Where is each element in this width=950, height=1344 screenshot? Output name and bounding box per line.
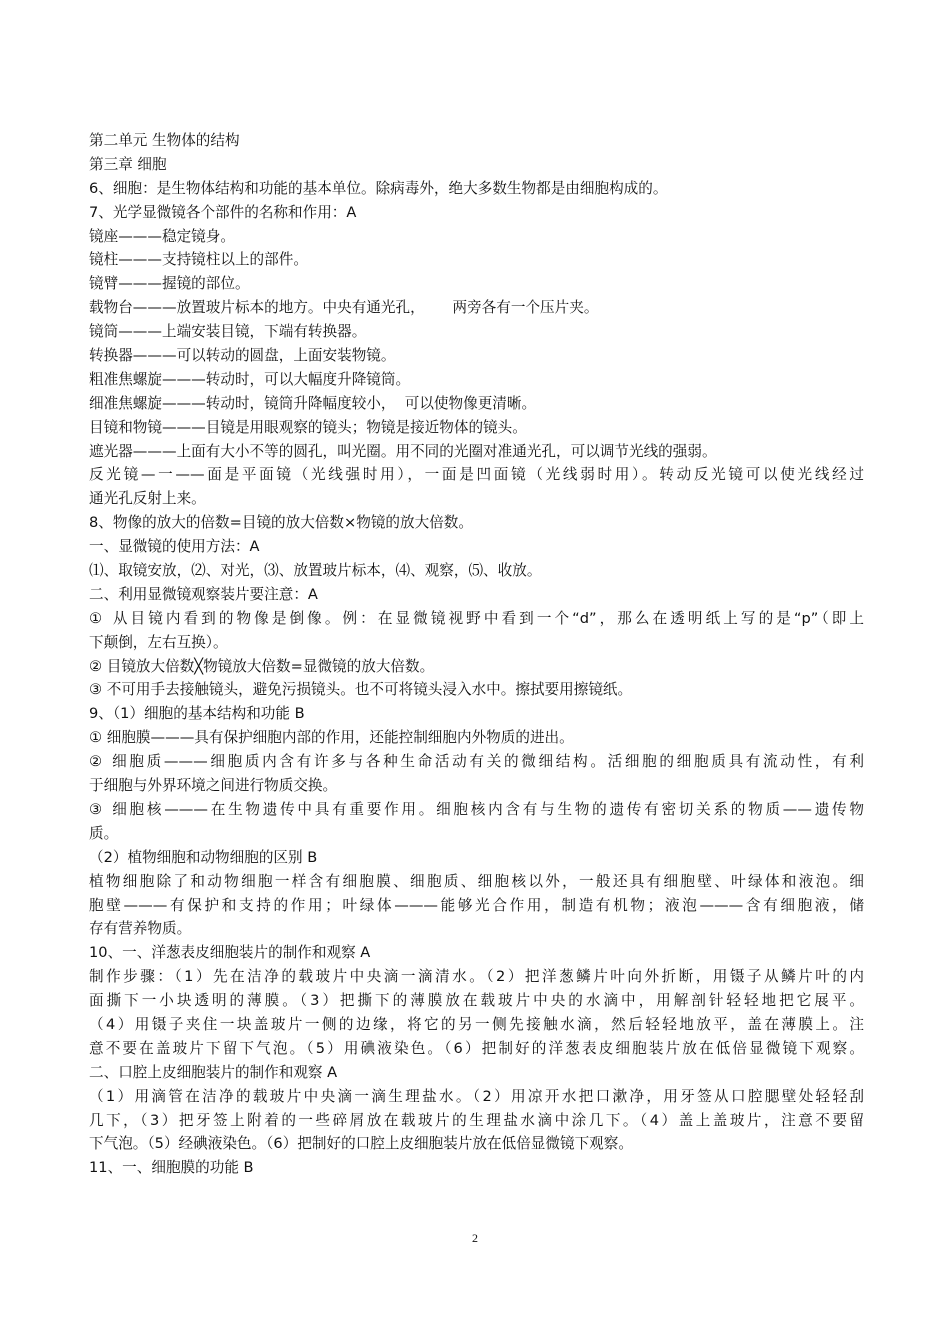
text-line: 下颠倒，左右互换）。 (89, 633, 228, 651)
text-line: 制作步骤：（1）先在洁净的载玻片中央滴一滴清水。（2）把洋葱鳞片叶向外折断，用镊子从鳞片叶的内 (89, 968, 864, 986)
chapter-heading: 第三章 细胞 (89, 155, 167, 173)
text-line: ③ 细胞核———在生物遗传中具有重要作用。细胞核内含有与生物的遗传有密切关系的物质——遗传物 (89, 800, 864, 818)
section-heading: 11、一、细胞膜的功能 B (89, 1159, 254, 1177)
text-line: 6、细胞：是生物体结构和功能的基本单位。除病毒外，绝大多数生物都是由细胞构成的。 (89, 179, 668, 197)
text-line: ② 细胞质———细胞质内含有许多与各种生命活动有关的微细结构。活细胞的细胞质具有流动性，有利 (89, 753, 864, 771)
text-line: 遮光器———上面有大小不等的圆孔，叫光圈。用不同的光圈对准通光孔，可以调节光线的强弱。 (89, 442, 717, 460)
text-line: 意不要在盖玻片下留下气泡。（5）用碘液染色。（6）把制好的洋葱表皮细胞装片放在低倍显微镜下观察。 (89, 1039, 864, 1057)
text-line: （1）用滴管在洁净的载玻片中央滴一滴生理盐水。（2）用凉开水把口漱净，用牙签从口腔腮壁处轻轻刮 (89, 1087, 864, 1105)
page-number: 2 (472, 1231, 478, 1245)
text-line: 于细胞与外界环境之间进行物质交换。 (89, 777, 338, 795)
text-line: 植物细胞除了和动物细胞一样含有细胞膜、细胞质、细胞核以外，一般还具有细胞壁、叶绿体和液泡。细 (89, 872, 864, 890)
text-line: 胞壁———有保护和支持的作用；叶绿体———能够光合作用，制造有机物；液泡———含有细胞液，储 (89, 896, 864, 914)
text-line: 存有营养物质。 (89, 920, 192, 938)
text-line: 8、物像的放大的倍数=目镜的放大倍数×物镜的放大倍数。 (89, 514, 473, 532)
text-line: ⑴、取镜安放，⑵、对光，⑶、放置玻片标本，⑷、观察，⑸、收放。 (89, 562, 542, 580)
text-line: 镜筒———上端安装目镜，下端有转换器。 (89, 323, 367, 341)
text-line: 镜座———稳定镜身。 (89, 227, 235, 245)
text-line: 通光孔反射上来。 (89, 490, 206, 508)
section-heading: 10、一、洋葱表皮细胞装片的制作和观察 A (89, 944, 371, 962)
text-line: 反光镜—一——面是平面镜（光线强时用），一面是凹面镜（光线弱时用）。转动反光镜可以使光线经过 (89, 466, 864, 484)
text-line: 面撕下一小块透明的薄膜。（3）把撕下的薄膜放在载玻片中央的水滴中，用解剖针轻轻地把它展平。 (89, 992, 864, 1010)
text-line: 细准焦螺旋———转动时，镜筒升降幅度较小， 可以使物像更清晰。 (89, 394, 537, 412)
section-heading: 9、（1）细胞的基本结构和功能 B (89, 705, 305, 723)
text-line: ③ 不可用手去接触镜头，避免污损镜头。也不可将镜头浸入水中。擦拭要用擦镜纸。 (89, 681, 633, 699)
text-line: 7、光学显微镜各个部件的名称和作用：A (89, 203, 357, 221)
section-heading: 二、利用显微镜观察装片要注意：A (89, 585, 318, 603)
text-line: （4）用镊子夹住一块盖玻片一侧的边缘，将它的另一侧先接触水滴，然后轻轻地放平，盖在薄膜上。注 (89, 1015, 864, 1033)
text-line: ② 目镜放大倍数╳物镜放大倍数=显微镜的放大倍数。 (89, 657, 435, 675)
section-heading: 一、显微镜的使用方法：A (89, 538, 260, 556)
text-line: 目镜和物镜———目镜是用眼观察的镜头；物镜是接近物体的镜头。 (89, 418, 527, 436)
text-line: 下气泡。（5）经碘液染色。（6）把制好的口腔上皮细胞装片放在低倍显微镜下观察。 (89, 1135, 633, 1153)
text-line: ① 细胞膜———具有保护细胞内部的作用，还能控制细胞内外物质的进出。 (89, 729, 574, 747)
text-line: 粗准焦螺旋———转动时，可以大幅度升降镜筒。 (89, 370, 411, 388)
text-line: 质。 (89, 824, 119, 842)
text-line: 镜臂———握镜的部位。 (89, 275, 250, 293)
unit-heading: 第二单元 生物体的结构 (89, 132, 240, 149)
text-line: ① 从目镜内看到的物像是倒像。例：在显微镜视野中看到一个“d”，那么在透明纸上写的是“p”（即上 (89, 609, 864, 627)
text-line: 镜柱———支持镜柱以上的部件。 (89, 251, 308, 269)
text-line: 载物台———放置玻片标本的地方。中央有通光孔， 两旁各有一个压片夹。 (89, 299, 599, 317)
section-heading: （2）植物细胞和动物细胞的区别 B (89, 848, 318, 866)
section-heading: 二、口腔上皮细胞装片的制作和观察 A (89, 1063, 338, 1081)
text-line: 转换器———可以转动的圆盘，上面安装物镜。 (89, 347, 396, 365)
document-body (89, 129, 864, 1180)
text-line: 几下，（3）把牙签上附着的一些碎屑放在载玻片的生理盐水滴中涂几下。（4）盖上盖玻片，注意不要留 (89, 1111, 864, 1129)
